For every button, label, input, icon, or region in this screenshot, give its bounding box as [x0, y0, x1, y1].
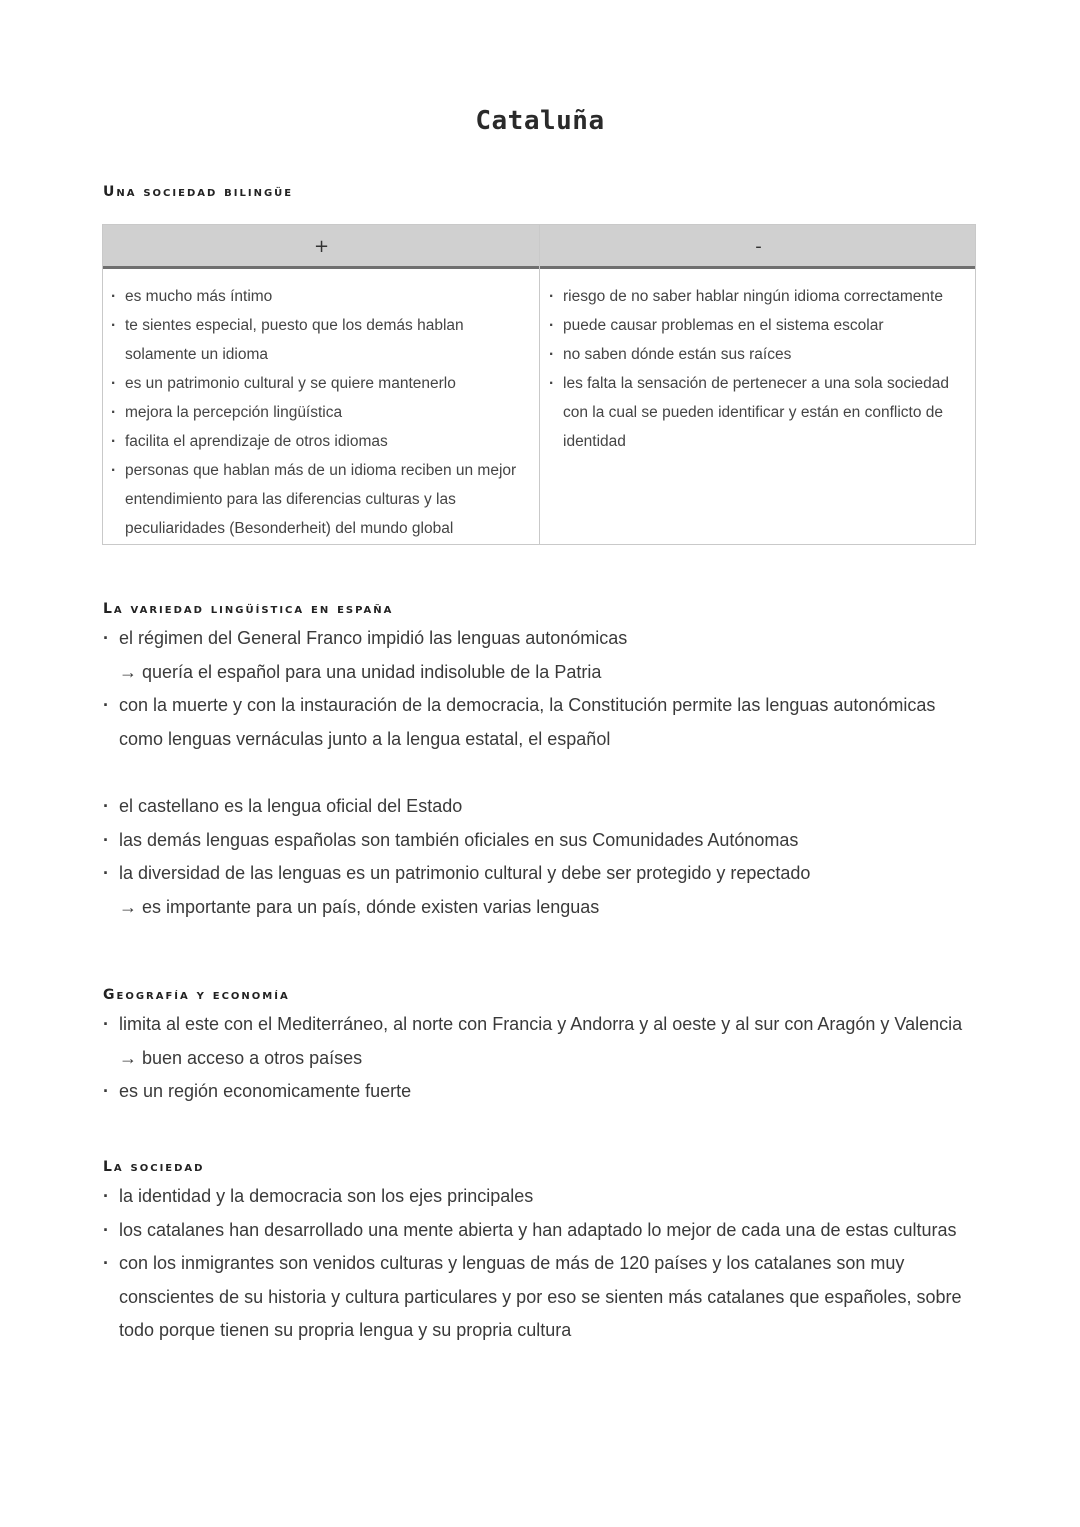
- plus-item: · es un patrimonio cultural y se quiere mantenerlo: [111, 369, 531, 398]
- section-heading-geografia: Geografía y economía: [103, 987, 290, 1003]
- section-heading-variedad: La variedad lingüística en españa: [103, 601, 394, 617]
- list-item: · el castellano es la lengua oficial del Estado: [100, 790, 980, 824]
- list-item: · el régimen del General Franco impidió las lenguas autonómicas: [100, 622, 980, 656]
- pros-cons-table: [102, 224, 976, 545]
- list-item: · con los inmigrantes son venidos culturas y lenguas de más de 120 países y los catalanes son muy conscientes de su historia y cultura particulares y por eso se sienten más catalanes que españoles, sobre todo porque tienen su propria lengua y su propria cultura: [100, 1247, 980, 1348]
- page-title: Cataluña: [475, 106, 605, 136]
- section-heading-bilingue: Una sociedad bilingüe: [103, 184, 294, 200]
- list-item: · la diversidad de las lenguas es un patrimonio cultural y debe ser protegido y repectado: [100, 857, 980, 891]
- plus-cell: [111, 282, 531, 543]
- column-divider: [539, 225, 540, 544]
- list-item: · limita al este con el Mediterráneo, al norte con Francia y Andorra y al oeste y al sur con Aragón y Valencia: [100, 1008, 980, 1042]
- plus-item: · te sientes especial, puesto que los demás hablan solamente un idioma: [111, 311, 531, 369]
- minus-item: · puede causar problemas en el sistema escolar: [549, 311, 973, 340]
- list-subitem: → buen acceso a otros países: [119, 1047, 363, 1068]
- section-heading-sociedad: La sociedad: [103, 1159, 205, 1175]
- list-item: · con la muerte y con la instauración de la democracia, la Constitución permite las lenguas autonómicas como lenguas vernáculas junto a la lengua estatal, el español: [100, 689, 980, 756]
- minus-item: · les falta la sensación de pertenecer a una sola sociedad con la cual se pueden identificar y están en conflicto de identidad: [549, 369, 973, 456]
- minus-item: · riesgo de no saber hablar ningún idioma correctamente: [549, 282, 973, 311]
- geografia-list: [100, 1008, 980, 1109]
- plus-item: · personas que hablan más de un idioma reciben un mejor entendimiento para las diferencias culturas y las peculiaridades (Besonderheit) del mundo global: [111, 456, 531, 543]
- table-header-minus: -: [755, 236, 762, 257]
- sociedad-list: [100, 1180, 980, 1348]
- table-header-plus: +: [313, 236, 330, 257]
- list-subitem: → quería el español para una unidad indisoluble de la Patria: [119, 661, 602, 682]
- list-item: · las demás lenguas españolas son también oficiales en sus Comunidades Autónomas: [100, 824, 980, 858]
- list-item: · es un región economicamente fuerte: [100, 1075, 980, 1109]
- list-item: · la identidad y la democracia son los ejes principales: [100, 1180, 980, 1214]
- plus-item: · mejora la percepción lingüística: [111, 398, 531, 427]
- plus-item: · es mucho más íntimo: [111, 282, 531, 311]
- list-subitem: → es importante para un país, dónde existen varias lenguas: [119, 896, 600, 917]
- variedad-list: [100, 622, 980, 924]
- minus-item: · no saben dónde están sus raíces: [549, 340, 973, 369]
- plus-item: · facilita el aprendizaje de otros idiomas: [111, 427, 531, 456]
- list-item: · los catalanes han desarrollado una mente abierta y han adaptado lo mejor de cada una de estas culturas: [100, 1214, 980, 1248]
- minus-cell: [549, 282, 973, 456]
